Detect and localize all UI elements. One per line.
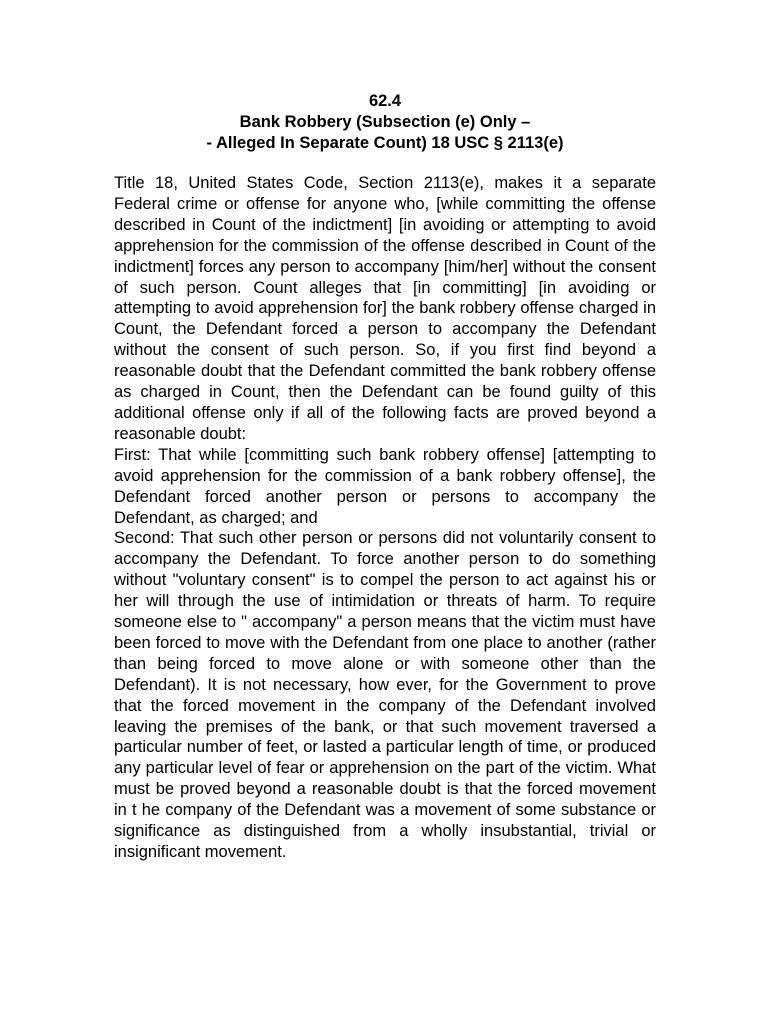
document-page	[114, 91, 656, 863]
paragraph-second-element: Second: That such other person or persons did not voluntarily consent to accompany the Defendant. To force another person to do something without "voluntary consent" is to compel the person to act against his or her will through the use of intimidation or threats of harm. To require someone else to " accompany" a person means that the victim must have been forced to move with the Defendant from one place to another (rather than being forced to move alone or with someone other than the Defendant). It is not necessary, how ever, for the Government to prove that the forced movement in the company of the Defendant involved leaving the premises of the bank, or that such movement traversed a particular number of feet, or lasted a particular length of time, or produced any particular level of fear or apprehension on the part of the victim. What must be proved beyond a reasonable doubt is that the forced movement in t he company of the Defendant was a movement of some substance or significance as distinguished from a wholly insubstantial, trivial or insignificant movement.	[114, 529, 656, 861]
section-title-line-2: - Alleged In Separate Count) 18 USC § 2113(e)	[206, 134, 564, 152]
section-title-line-1: Bank Robbery (Subsection (e) Only –	[239, 113, 531, 131]
paragraph-first-element: First: That while [committing such bank robbery offense] [attempting to avoid apprehension for the commission of a bank robbery offense], the Defendant forced another person or persons to accompany the Defendant, as charged; and	[114, 445, 656, 527]
document-body	[114, 173, 656, 863]
section-heading	[114, 91, 656, 154]
section-number: 62.4	[368, 92, 402, 110]
paragraph-intro: Title 18, United States Code, Section 2113(e), makes it a separate Federal crime or offense for anyone who, [while committing the offense described in Count of the indictment] [in avoiding or attempting to avoid apprehension for the commission of the offense described in Count of the indictment] forces any person to accompany [him/her] without the consent of such person. Count alleges that [in committing] [in avoiding or attempting to avoid apprehension for] the bank robbery offense charged in Count, the Defendant forced a person to accompany the Defendant without the consent of such person. So, if you first find beyond a reasonable doubt that the Defendant committed the bank robbery offense as charged in Count, then the Defendant can be found guilty of this additional offense only if all of the following facts are proved beyond a reasonable doubt:	[114, 174, 656, 443]
